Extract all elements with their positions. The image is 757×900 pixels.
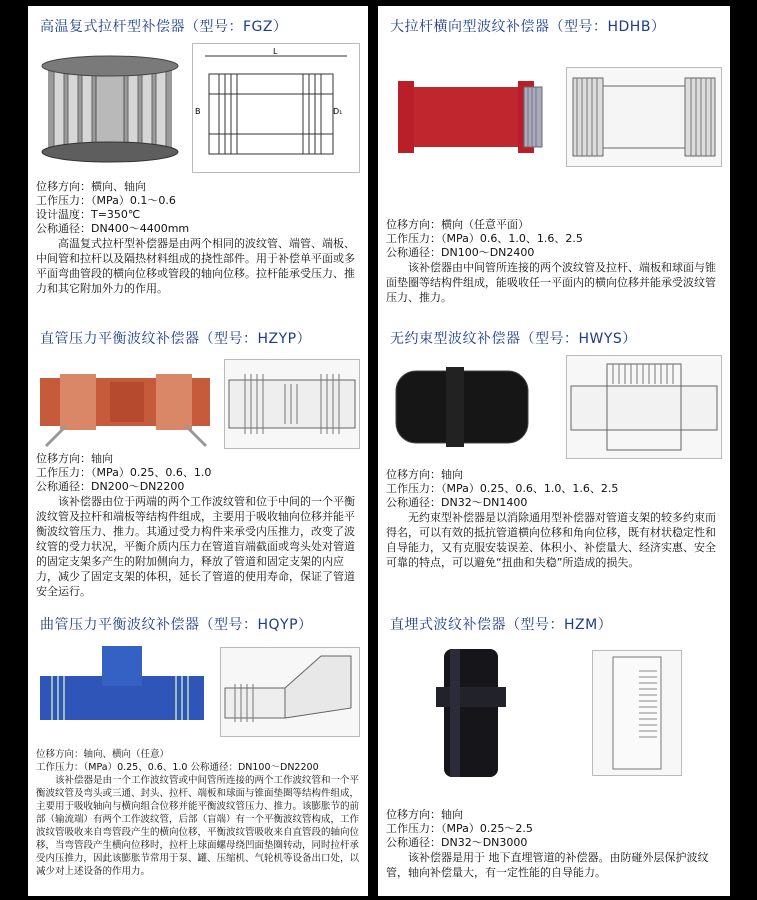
description: 该补偿器由中间管所连接的两个波纹管及拉杆、端板和球面与锥面垫圈等结构件组成，能吸收任一平面内的横向位移并能承受波纹管压力、推力。 — [386, 261, 716, 304]
spec-line: 公称通径：DN32～DN1400 — [386, 496, 528, 509]
spec-line: 位移方向：轴向 — [36, 452, 113, 465]
product-card-hdhb — [378, 6, 730, 330]
spec-line: 公称通径：DN400～4400mm — [36, 222, 190, 235]
spec-line: 位移方向：横向（任意平面） — [386, 218, 529, 231]
product-photo — [36, 642, 208, 742]
spec-line: 位移方向：轴向、横向（任意） — [36, 749, 170, 760]
spec-line: 工作压力：（MPa）0.6、1.0、1.6、2.5 — [386, 232, 583, 245]
technical-drawing — [192, 43, 360, 173]
card-title: 曲管压力平衡波纹补偿器（型号：HQYP） — [40, 617, 313, 633]
spec-line: 位移方向：横向、轴向 — [36, 180, 146, 193]
technical-drawing — [566, 355, 722, 459]
technical-drawing — [592, 650, 682, 776]
spec-line: 公称通径：DN100～DN2400 — [386, 246, 535, 259]
card-title: 直管压力平衡波纹补偿器（型号：HZYP） — [40, 331, 312, 347]
technical-drawing — [220, 647, 360, 737]
product-card-hzyp — [28, 318, 368, 606]
card-title: 无约束型波纹补偿器（型号：HWYS） — [390, 331, 637, 347]
spec-line: 工作压力：（MPa）0.1～0.6 — [36, 194, 176, 207]
description: 该补偿器是由一个工作波纹管或中间管所连接的两个工作波纹管和一个平衡波纹管及弯头或三通、封头、拉杆、端板和球面与锥面垫圈等结构件组成，主要用于吸收轴向与横向组合位移并能平衡波纹管压力、推力。该膨胀节的前部（输流端）有两个工作波纹管，后部（盲端）有一个平衡波纹管构成，工作波纹管吸收来自弯管段产生的横向位移，平衡波纹管吸收来自直管段的轴向位移，当弯管段产生横向位移时，拉杆上球面螺母绕凹面垫圈转动，同时拉杆承受内压推力，因此该膨胀节常用于泵、罐、压缩机、气轮机等设备出口处，以减少对上述设备的作用力。 — [36, 775, 360, 877]
technical-drawing — [566, 67, 722, 167]
product-photo — [386, 357, 538, 457]
product-photo — [386, 57, 546, 177]
spec-line: 工作压力：（MPa）0.25、0.6、1.0、1.6、2.5 — [386, 482, 619, 495]
product-photo — [36, 48, 184, 168]
card-title: 高温复式拉杆型补偿器（型号：FGZ） — [40, 19, 288, 35]
product-card-hwys — [378, 318, 730, 606]
spec-line: 公称通径：DN32～DN3000 — [386, 836, 528, 849]
spec-line: 位移方向：轴向 — [386, 808, 463, 821]
product-card-hzm — [378, 604, 730, 896]
drawing-label-l: L — [273, 47, 278, 56]
card-title: 直埋式波纹补偿器（型号：HZM） — [390, 617, 613, 633]
technical-drawing — [224, 359, 360, 449]
spec-line: 工作压力：（MPa）0.25～2.5 — [386, 822, 533, 835]
product-photo — [416, 643, 526, 783]
product-card-fgz — [28, 6, 368, 330]
spec-line: 工作压力：（MPa）0.25、0.6、1.0 — [36, 466, 212, 479]
spec-line: 位移方向：轴向 — [386, 468, 463, 481]
description: 高温复式拉杆型补偿器是由两个相同的波纹管、端管、端板、中间管和拉杆以及隔热材料组成的挠性部件。用于补偿单平面或多平面弯曲管段的横向位移或管段的轴向位移。拉杆能承受压力、推力和其它附加外力的作用。 — [36, 237, 355, 295]
card-title: 大拉杆横向型波纹补偿器（型号：HDHB） — [390, 19, 666, 35]
description: 该补偿器是用于 地下直埋管道的补偿器。由防碰外层保护波纹管，轴向补偿量大，有一定性能的自导能力。 — [386, 851, 709, 879]
spec-line: 工作压力：（MPa）0.25、0.6、1.0 公称通径：DN100～DN2200 — [36, 762, 319, 773]
drawing-label-d1: D₁ — [333, 107, 343, 116]
description: 无约束型补偿器是以消除通用型补偿器对管道支架的较多约束而得名，可以有效的抵抗管道横向位移和角向位移，既有材状稳定性和自导能力，又有克服安装误差、体积小、补偿量大、经济实惠、安全可靠的特点，可以避免“扭曲和失稳”所造成的损失。 — [386, 511, 716, 569]
spec-line: 公称通径：DN200～DN2200 — [36, 480, 185, 493]
product-card-hqyp — [28, 604, 368, 896]
product-photo — [36, 356, 214, 452]
description: 该补偿器由位于两端的两个工作波纹管和位于中间的一个平衡波纹管及拉杆和端板等结构件组成，主要用于吸收轴向位移并能平衡波纹管压力、推力。其通过受力构件来承受内压推力，改变了波纹管的受力状况，平衡介质内压力在管道盲端截面或弯头处对管道的固定支架多产生的附加侧向力，释放了管道和固定支架的内应力，减少了固定支架的体积，延长了管道的使用寿命，保证了管道安全运行。 — [36, 495, 355, 598]
spec-line: 设计温度：T=350℃ — [36, 208, 141, 221]
drawing-label-b: B — [195, 107, 201, 116]
